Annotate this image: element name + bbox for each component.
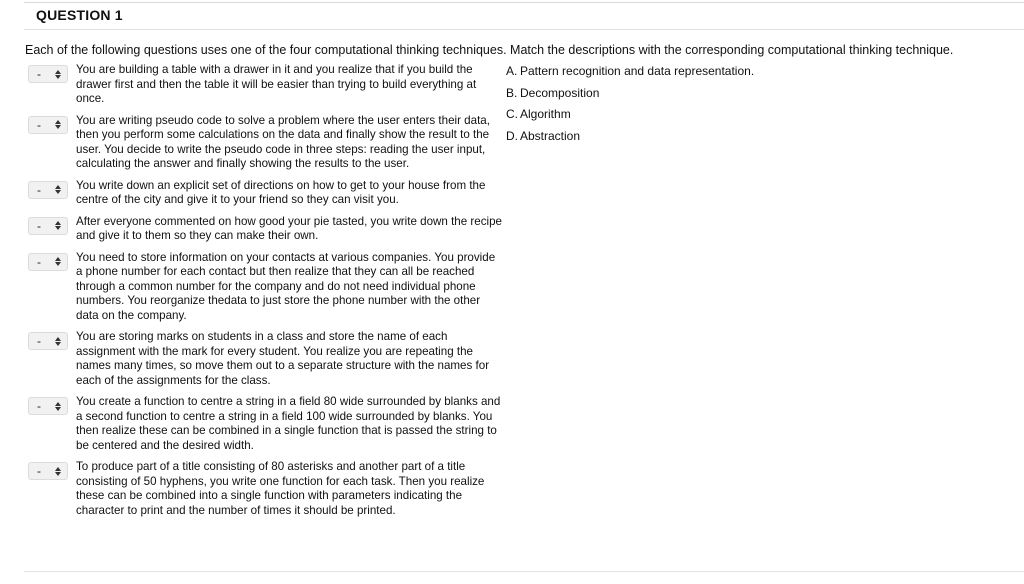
option-letter: C. [506, 107, 518, 121]
matching-item [28, 395, 508, 453]
top-divider [24, 2, 1024, 3]
answer-options-list [506, 64, 754, 150]
option-label: Abstraction [520, 128, 581, 143]
answer-option-c [506, 107, 754, 129]
option-label: Decomposition [520, 85, 600, 100]
matching-item [28, 460, 508, 518]
item-description: To produce part of a title consisting of 80 asterisks and another part of a title consisting of 50 hyphens, you write one function for each task. Then you realize these can be combined into a single function with parameters indicating the character to print and the number of times it should be printed. [76, 460, 485, 517]
matching-item [28, 251, 508, 324]
answer-select-value: - [37, 218, 41, 233]
answer-option-b [506, 86, 754, 108]
question-header: QUESTION 1 [36, 7, 123, 23]
option-letter: B. [506, 85, 518, 100]
item-description: You are writing pseudo code to solve a problem where the user enters their data, then you perform some calculations on the data and finally show the result to the user. You decide to write the pseudo code in three steps: reading the user input, calculating the answer and finally showing the results to the user. [76, 113, 490, 170]
matching-item [28, 215, 508, 244]
select-arrows-icon [55, 221, 61, 230]
answer-select[interactable] [28, 253, 68, 271]
item-description: You write down an explicit set of directions on how to get to your house from the centre of the city and give it to your friend so they can visit you. [76, 178, 486, 206]
answer-select[interactable] [28, 332, 68, 350]
answer-select-value: - [37, 254, 41, 269]
item-description: You are storing marks on students in a class and store the name of each assignment with the mark for every student. You realize you are repeating the names many times, so move them out to a separate structure with the names for each of the assignments for the class. [76, 330, 490, 387]
option-label: Algorithm [520, 107, 571, 121]
option-label: Pattern recognition and data representation. [520, 64, 755, 78]
select-arrows-icon [55, 70, 61, 79]
answer-select-value: - [37, 117, 41, 132]
answer-select-value: - [37, 334, 41, 348]
answer-select[interactable] [28, 217, 68, 235]
answer-select-value: - [37, 182, 41, 197]
answer-select-value: - [37, 67, 41, 81]
answer-select-value: - [37, 399, 41, 413]
select-arrows-icon [55, 185, 61, 194]
answer-select[interactable] [28, 65, 68, 83]
option-letter: A. [506, 64, 518, 78]
select-arrows-icon [55, 120, 61, 129]
select-arrows-icon [55, 402, 61, 411]
bottom-divider [24, 571, 1024, 572]
option-letter: D. [506, 128, 518, 143]
answer-select[interactable] [28, 397, 68, 415]
answer-select-value: - [37, 464, 41, 478]
select-arrows-icon [55, 337, 61, 346]
select-arrows-icon [55, 257, 61, 266]
select-arrows-icon [55, 467, 61, 476]
header-divider [24, 29, 1024, 30]
question-instructions: Each of the following questions uses one of the four computational thinking techniques. Match the descriptions with the corresponding computational thinking technique. [25, 43, 954, 57]
matching-item [28, 63, 508, 107]
item-description: You need to store information on your contacts at various companies. You provide a phone number for each contact but then realize that they can all be reached through a common number for the company and do not need individual phone numbers. You reorganize thedata to just store the phone number with the other data on the company. [76, 250, 496, 322]
answer-option-a [506, 64, 754, 86]
answer-select[interactable] [28, 181, 68, 199]
matching-item [28, 179, 508, 208]
answer-select[interactable] [28, 116, 68, 134]
matching-item [28, 330, 508, 388]
matching-items-list [28, 63, 508, 518]
matching-item [28, 114, 508, 172]
item-description: After everyone commented on how good your pie tasted, you write down the recipe and give it to them so they can make their own. [76, 214, 502, 242]
item-description: You create a function to centre a string in a field 80 wide surrounded by blanks and a second function to centre a string in a field 100 wide surrounded by blanks. You then realize these can be combined in a single function that is passed the string to be centered and the desired width. [76, 395, 501, 452]
answer-option-d [506, 129, 754, 151]
answer-select[interactable] [28, 462, 68, 480]
item-description: You are building a table with a drawer in it and you realize that if you build the drawer first and then the table it will be easier than trying to build everything at once. [76, 63, 477, 105]
